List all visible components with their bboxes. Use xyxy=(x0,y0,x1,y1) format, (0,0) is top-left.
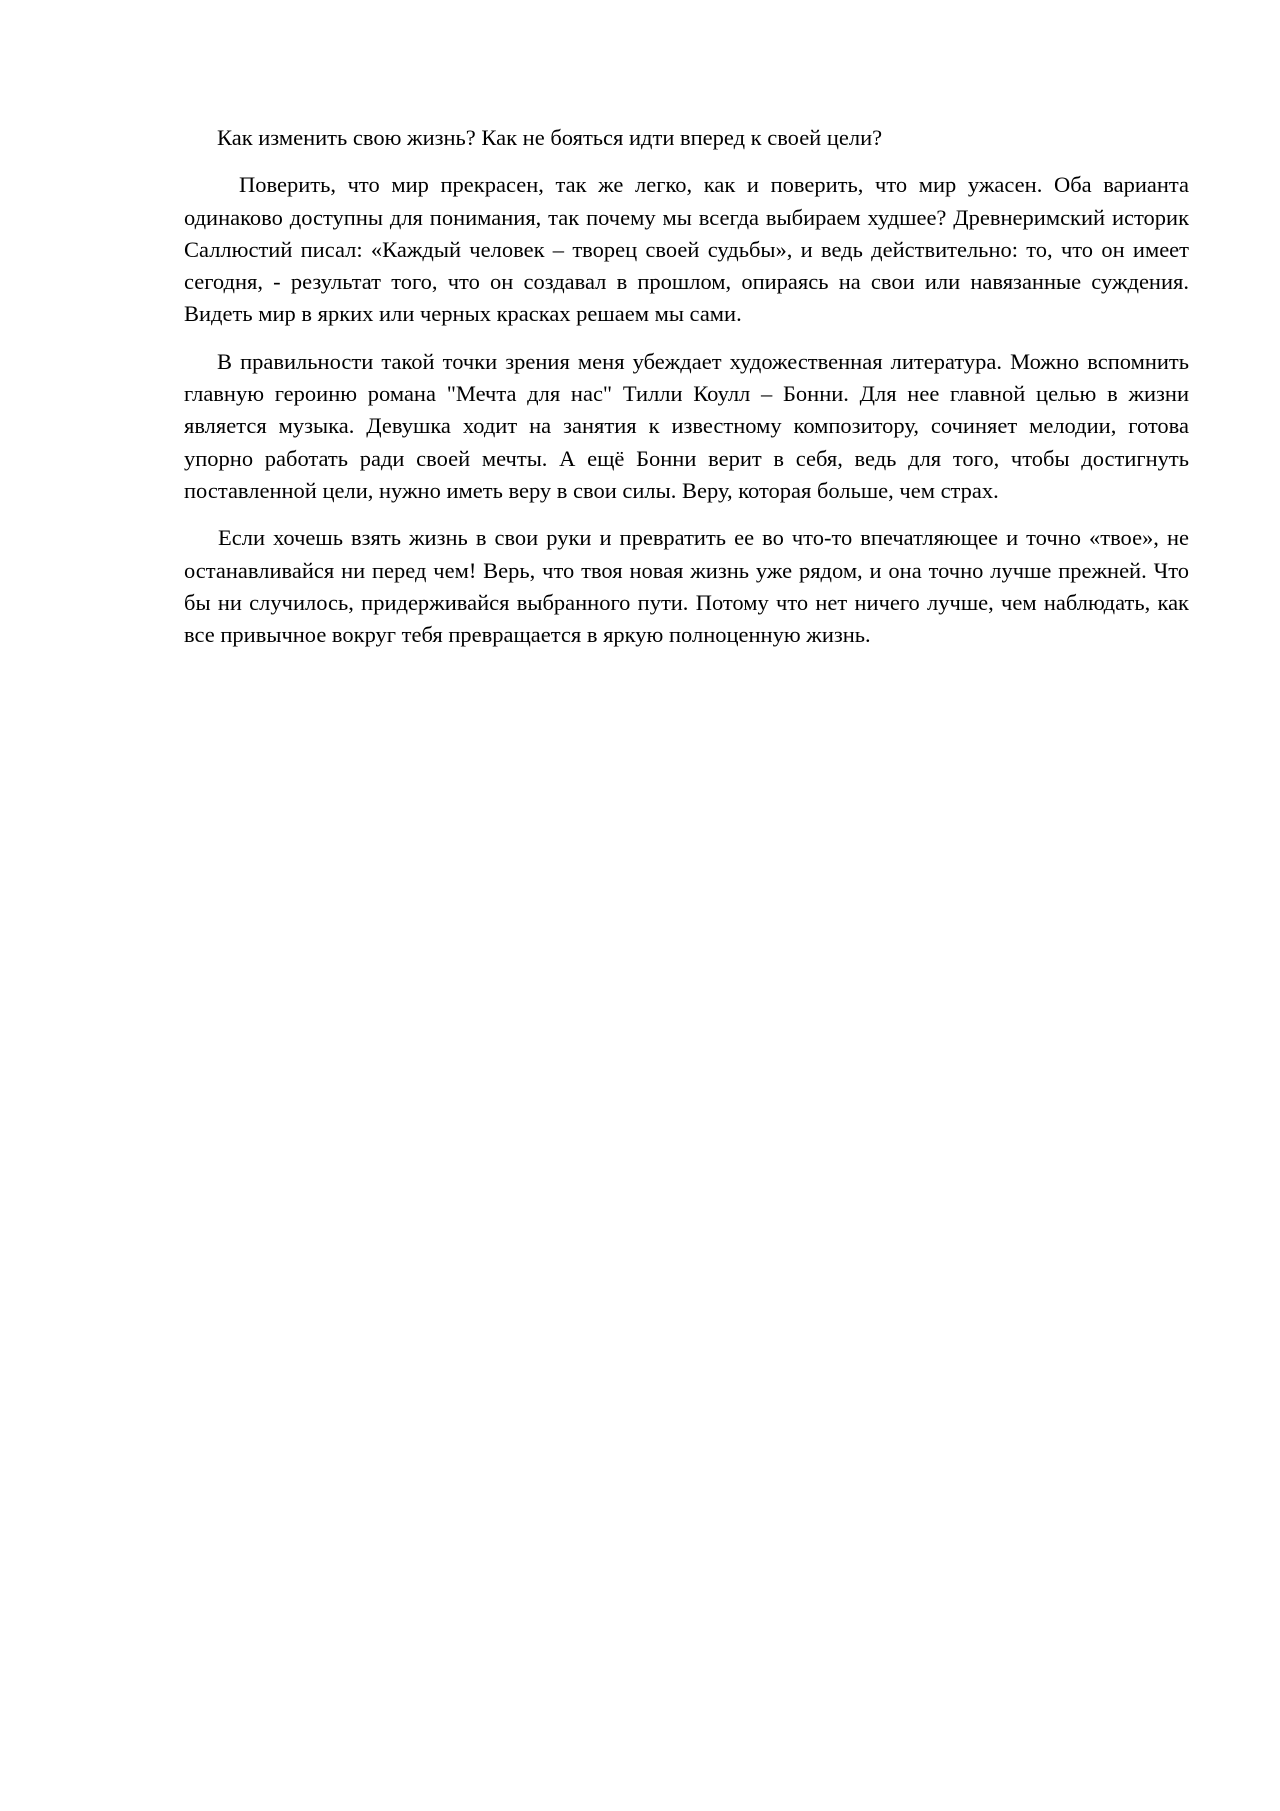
paragraph-literature: В правильности такой точки зрения меня убеждает художественная литература. Можно вспомнить главную героиню романа "Мечта для нас" Тилли Коулл – Бонни. Для нее главной целью в жизни является музыка. Девушка ходит на занятия к известному композитору, сочиняет мелодии, готова упорно работать ради своей мечты. А ещё Бонни верит в себя, ведь для того, чтобы достигнуть поставленной цели, нужно иметь веру в свои силы. Веру, которая больше, чем страх. xyxy=(184,348,1189,503)
paragraph-conclusion: Если хочешь взять жизнь в свои руки и превратить ее во что-то впечатляющее и точно «твое», не останавливайся ни перед чем! Верь, что твоя новая жизнь уже рядом, и она точно лучше прежней. Что бы ни случилось, придерживайся выбранного пути. Потому что нет ничего лучше, чем наблюдать, как все привычное вокруг тебя превращается в яркую полноценную жизнь. xyxy=(184,525,1189,648)
essay-body xyxy=(184,122,1189,666)
paragraph-question: Как изменить свою жизнь? Как не бояться идти вперед к своей цели? xyxy=(217,125,883,150)
paragraph-worldview: Поверить, что мир прекрасен, так же легко, как и поверить, что мир ужасен. Оба варианта одинаково доступны для понимания, так почему мы всегда выбираем худшее? Древнеримский историк Саллюстий писал: «Каждый человек – творец своей судьбы», и ведь действительно: то, что он имеет сегодня, - результат того, что он создавал в прошлом, опираясь на свои или навязанные суждения. Видеть мир в ярких или черных красках решаем мы сами. xyxy=(184,172,1189,327)
